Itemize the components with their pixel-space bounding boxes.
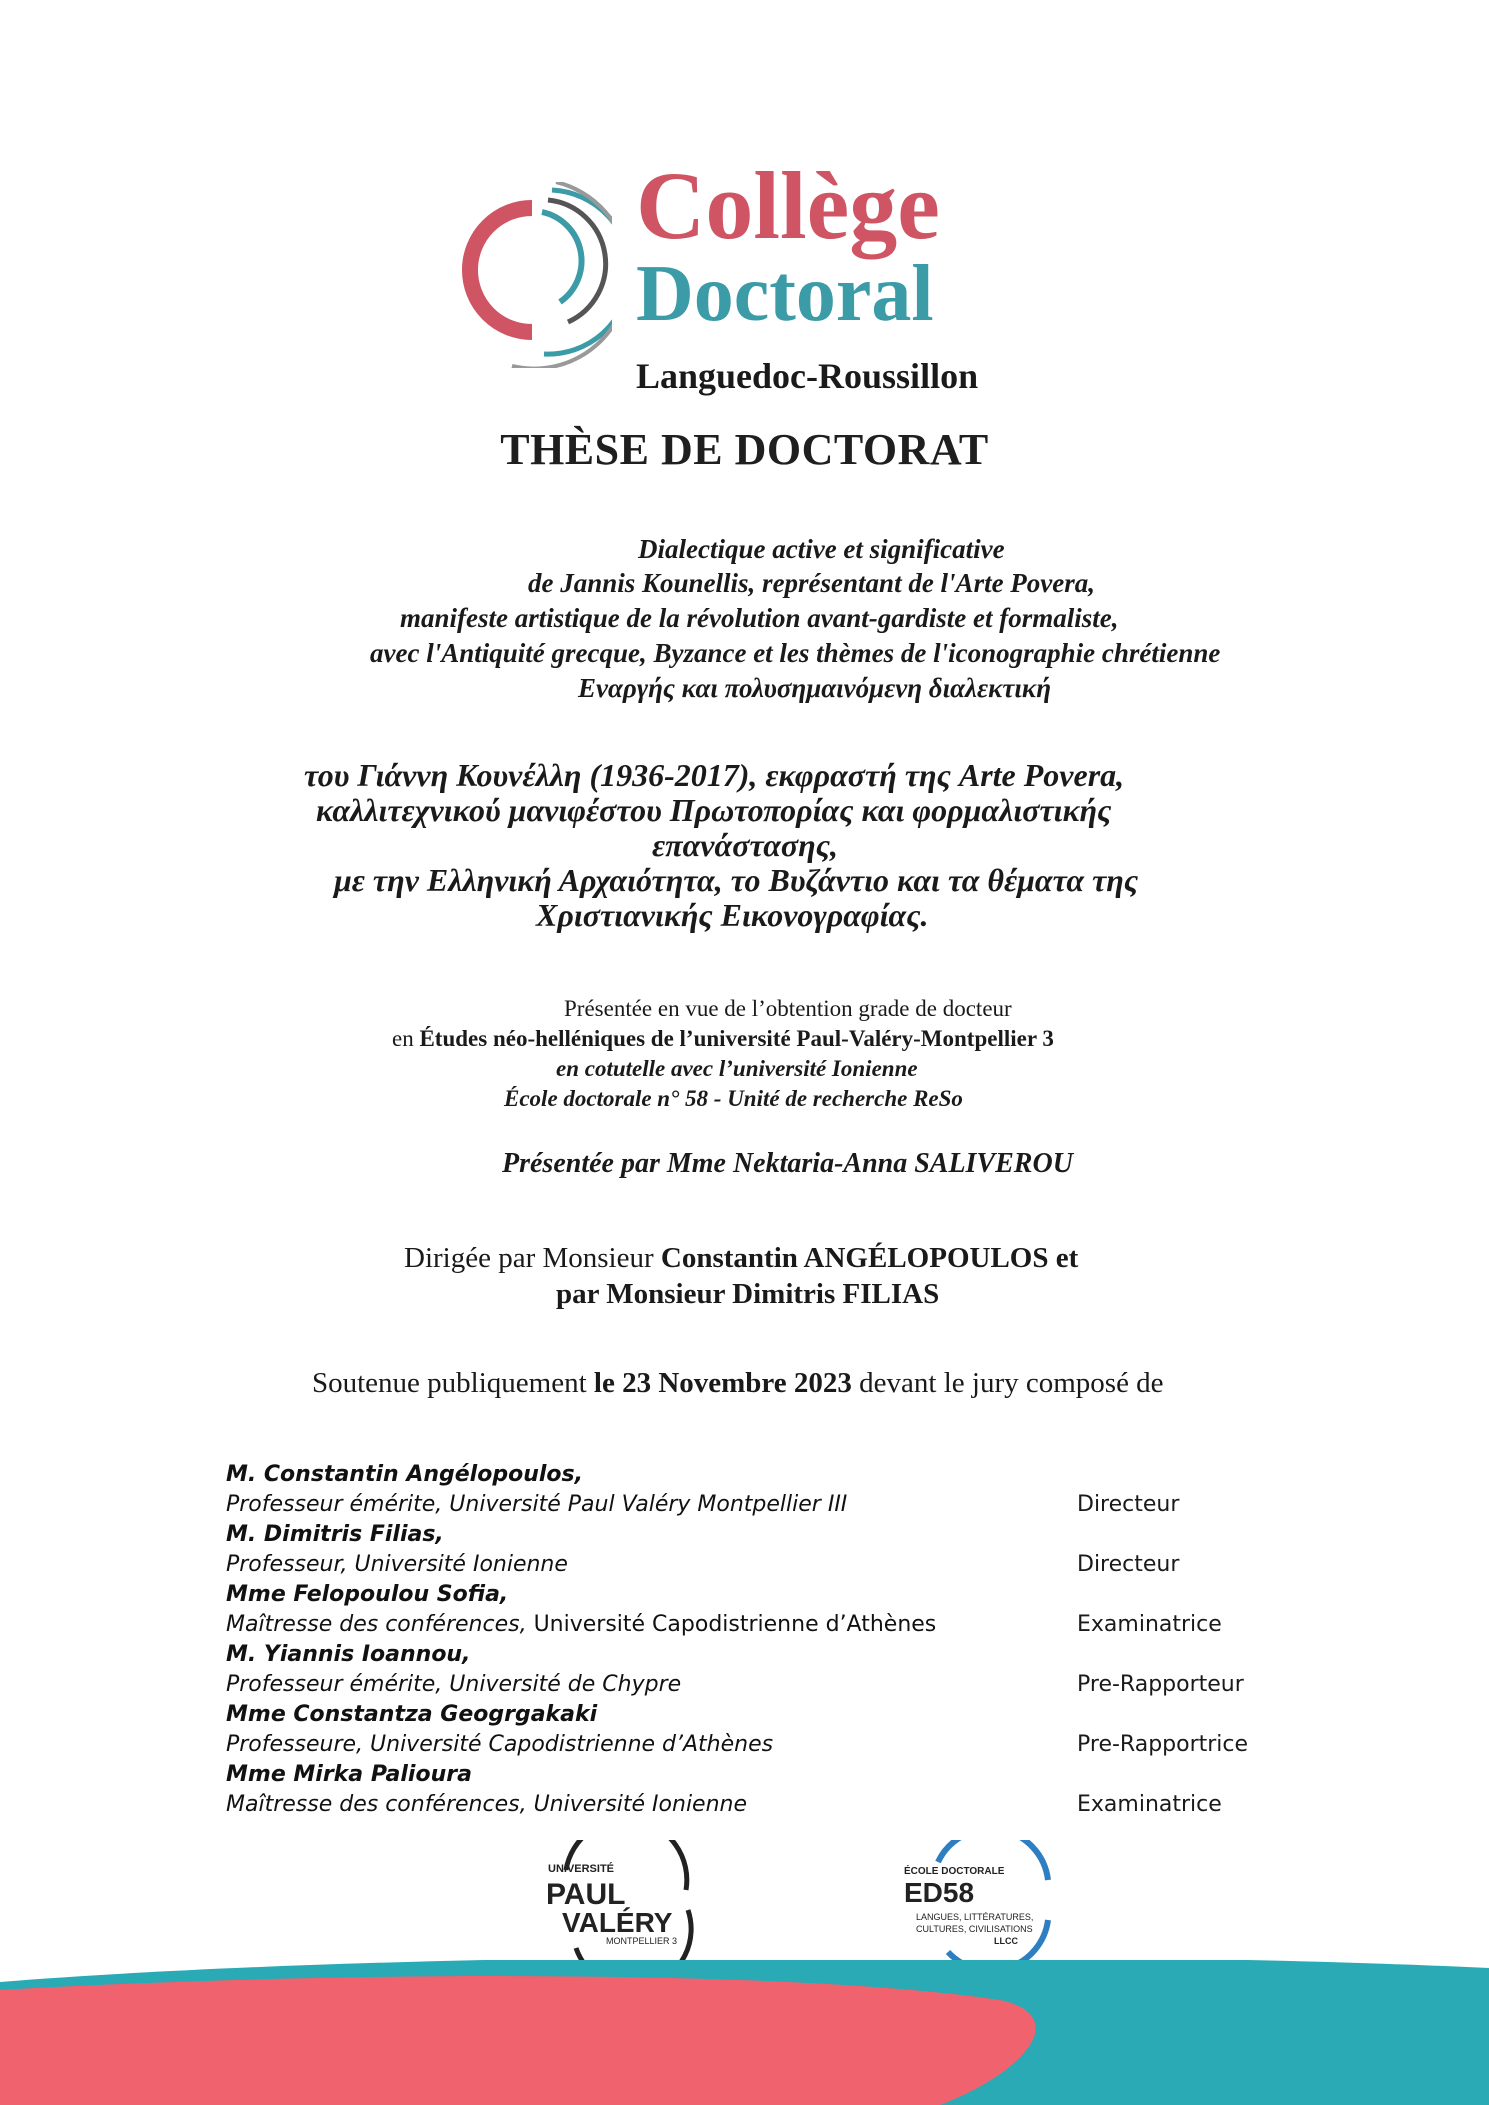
paul-valery-logo-icon bbox=[536, 1840, 712, 1966]
college-doctoral-logo-icon bbox=[452, 182, 612, 368]
direction-line-2: par Monsieur Dimitris FILIAS bbox=[556, 1278, 940, 1310]
title-gr-line: Χριστιανικής Εικονογραφίας. bbox=[536, 897, 929, 933]
jury-role: Examinatrice bbox=[1077, 1792, 1222, 1817]
jury-list bbox=[226, 1460, 1026, 1820]
ed58-logo-icon bbox=[898, 1840, 1074, 1966]
jury-role: Pre-Rapportrice bbox=[1077, 1732, 1249, 1757]
svg-text:ÉCOLE DOCTORALE: ÉCOLE DOCTORALE bbox=[904, 1866, 1005, 1877]
title-gr-line: του Γιάννη Κουνέλλη (1936-2017), εκφραστή της Arte Povera, bbox=[304, 757, 1125, 793]
jury-name: Mme Felopoulou Sofia, bbox=[226, 1582, 509, 1607]
svg-text:MONTPELLIER 3: MONTPELLIER 3 bbox=[606, 1936, 678, 1946]
svg-text:VALÉRY: VALÉRY bbox=[562, 1907, 673, 1938]
jury-role: Pre-Rapporteur bbox=[1077, 1672, 1244, 1697]
jury-member bbox=[226, 1760, 1026, 1820]
logo-region-text: Languedoc-Roussillon bbox=[636, 356, 979, 396]
defense-line: Soutenue publiquement le 23 Novembre 2023 devant le jury composé de bbox=[312, 1367, 1164, 1399]
jury-name: M. Constantin Angélopoulos, bbox=[226, 1462, 583, 1487]
jury-name: M. Yiannis Ioannou, bbox=[226, 1642, 471, 1667]
jury-affiliation: Professeur, Université Ionienne bbox=[226, 1552, 568, 1577]
jury-role: Examinatrice bbox=[1077, 1612, 1222, 1637]
svg-text:CULTURES, CIVILISATIONS: CULTURES, CIVILISATIONS bbox=[916, 1924, 1033, 1934]
jury-member bbox=[226, 1460, 1026, 1520]
jury-name: M. Dimitris Filias, bbox=[226, 1522, 444, 1547]
title-fr-line: Εναργής και πολυσημαινόμενη διαλεκτική bbox=[578, 673, 1052, 703]
jury-member bbox=[226, 1520, 1026, 1580]
svg-text:PAUL: PAUL bbox=[546, 1878, 626, 1911]
jury-role: Directeur bbox=[1077, 1552, 1180, 1577]
jury-affiliation: Maîtresse des conférences, Université Ionienne bbox=[226, 1792, 748, 1817]
svg-text:UNIVERSITÉ: UNIVERSITÉ bbox=[548, 1863, 615, 1875]
jury-member bbox=[226, 1700, 1026, 1760]
presentation-discipline: en Études néo-helléniques de l’université Paul-Valéry-Montpellier 3 bbox=[392, 1026, 1054, 1051]
presentation-school: École doctorale n° 58 - Unité de recherche ReSo bbox=[504, 1086, 963, 1111]
jury-name: Mme Constantza Geogrgakaki bbox=[226, 1702, 598, 1727]
direction-line-1: Dirigée par Monsieur Constantin ANGÉLOPOULOS et bbox=[404, 1242, 1079, 1274]
jury-member bbox=[226, 1580, 1026, 1640]
title-gr-line: καλλιτεχνικού μανιφέστου Πρωτοπορίας και φορμαλιστικής bbox=[316, 792, 1112, 828]
presentation-cotutelle: en cotutelle avec l’université Ionienne bbox=[556, 1056, 918, 1081]
title-fr-line: manifeste artistique de la révolution avant-gardiste et formaliste, bbox=[400, 603, 1119, 633]
title-fr-line: Dialectique active et significative bbox=[638, 534, 1005, 564]
page-title: THÈSE DE DOCTORAT bbox=[500, 425, 989, 474]
svg-text:LLCC: LLCC bbox=[994, 1936, 1018, 1946]
jury-affiliation: Professeur émérite, Université Paul Valéry Montpellier III bbox=[226, 1492, 848, 1517]
title-gr-line: με την Ελληνική Αρχαιότητα, το Βυζάντιο και τα θέματα της bbox=[334, 862, 1139, 898]
presented-by: Présentée par Mme Nektaria-Anna SALIVEROU bbox=[502, 1148, 1073, 1179]
jury-affiliation: Professeure, Université Capodistrienne d’Athènes bbox=[226, 1732, 774, 1757]
jury-name: Mme Mirka Palioura bbox=[226, 1762, 472, 1787]
decorative-waves bbox=[0, 1960, 1489, 2105]
jury-member bbox=[226, 1640, 1026, 1700]
title-fr-line: avec l'Antiquité grecque, Byzance et les thèmes de l'iconographie chrétienne bbox=[370, 638, 1221, 668]
title-gr-line: επανάστασης, bbox=[652, 827, 838, 863]
jury-affiliation: Professeur émérite, Université de Chypre bbox=[226, 1672, 682, 1697]
jury-role: Directeur bbox=[1077, 1492, 1180, 1517]
presentation-line: Présentée en vue de l’obtention grade de docteur bbox=[564, 996, 1012, 1021]
logo-college-text: Collège bbox=[636, 152, 940, 259]
jury-affiliation: Maîtresse des conférences, Université Capodistrienne d’Athènes bbox=[226, 1612, 937, 1637]
title-fr-line: de Jannis Kounellis, représentant de l'Arte Povera, bbox=[528, 568, 1096, 598]
svg-text:ED58: ED58 bbox=[904, 1877, 975, 1908]
svg-text:LANGUES, LITTÉRATURES,: LANGUES, LITTÉRATURES, bbox=[916, 1912, 1034, 1922]
logo-doctoral-text: Doctoral bbox=[636, 250, 934, 338]
